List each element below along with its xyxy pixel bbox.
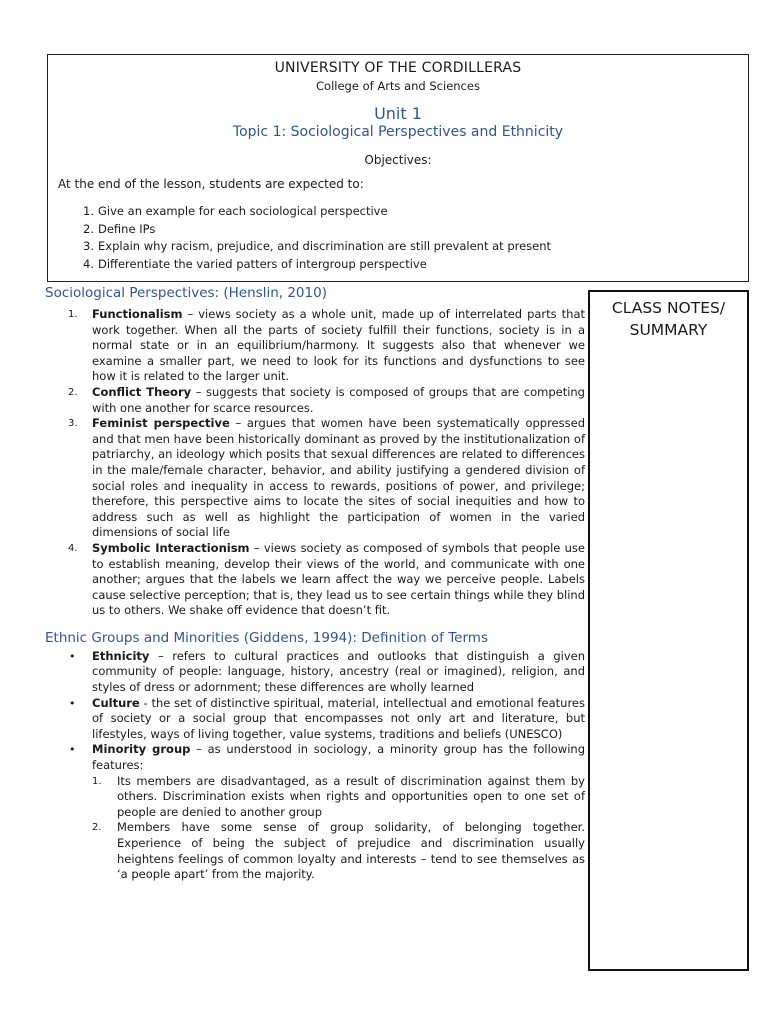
list-item — [45, 742, 585, 773]
definition: – views society as composed of symbols that people use to establish meaning, develop their views of the world, and communicate with one another; argues that the labels we learn affect the way we perceive people. Labels cause selective perception; that is, they lead us to see certain things while they blind us to others. We shake off evidence that doesn’t fit. — [92, 540, 585, 618]
objective-text: Differentiate the varied patters of intergroup perspective — [98, 256, 427, 271]
objective-number: 3. — [83, 239, 94, 253]
objective-text: Define IPs — [98, 221, 156, 236]
item-number: 2. — [68, 386, 78, 398]
objective-item — [72, 238, 551, 256]
list-item — [45, 649, 585, 696]
topic-title: Topic 1: Sociological Perspectives and Ethnicity — [232, 124, 564, 140]
bullet-icon: • — [69, 649, 76, 663]
objective-text: Explain why racism, prejudice, and discrimination are still prevalent at present — [98, 239, 552, 253]
definition: - the set of distinctive spiritual, material, intellectual and emotional features of society or a social group that encompasses not only art and literature, but lifestyles, ways of living together, value systems, traditions and beliefs (UNESCO) — [92, 695, 585, 741]
term: Minority group — [92, 742, 191, 757]
objectives-heading: Objectives: — [364, 153, 432, 167]
list-item — [45, 696, 585, 743]
objectives-intro: At the end of the lesson, students are expected to: — [58, 177, 364, 191]
class-notes-title — [590, 297, 747, 341]
section-heading-sociological-perspectives: Sociological Perspectives: (Henslin, 2010) — [45, 285, 327, 301]
definition: – argues that women have been systematically oppressed and that men have been historically dominant as proved by the institutionalization of patriarchy, an ideology which posits that sexual differences are related to differences in the male/female character, behavior, and ability justifying a gendered division of social roles and inequality in access to rewards, positions of power, and privilege; therefore, this perspective aims to locate the sites of social inequities and how to address such as well as highlight the participation of women in the varied dimensions of social life — [92, 416, 585, 540]
item-number: 3. — [68, 418, 78, 430]
objective-item — [72, 203, 551, 221]
definition: – refers to cultural practices and outlooks that distinguish a given community of people: language, history, ancestry (real or imagined), religion, and styles of dress or adornment; these differences are wholly learned — [92, 648, 585, 695]
objective-text: Give an example for each sociological perspective — [98, 204, 388, 218]
item-number: 1. — [68, 309, 78, 320]
definition: Its members are disadvantaged, as a result of discrimination against them by others. Discrimination exists when rights and opportunities open to one set of people are denied to another group — [117, 773, 585, 819]
bullet-icon: • — [69, 696, 76, 710]
definition: Members have some sense of group solidarity, of belonging together. Experience of being the subject of prejudice and discrimination usually heightens feelings of common loyalty and interests – tend to see themselves as ‘a people apart’ from the majority. — [117, 820, 585, 882]
term: Ethnicity — [92, 648, 150, 663]
sub-list-item — [45, 774, 585, 821]
list-item — [45, 541, 585, 619]
item-number: 1. — [92, 775, 102, 787]
objective-item — [72, 221, 551, 239]
definition: – suggests that society is composed of groups that are competing with one another for scarce resources. — [92, 384, 585, 415]
list-item — [45, 385, 585, 416]
main-content — [45, 283, 585, 883]
definition: – views society as a whole unit, made up of interrelated parts that work together. When all the parts of society fulfill their functions, society is in a normal state or in an equilibrium/harmony. It suggests also that whenever we examine a smaller part, we need to look for its functions and dysfunctions to see how it is related to the larger unit. — [92, 307, 585, 384]
header-box — [47, 54, 749, 282]
list-item — [45, 307, 585, 385]
sub-list-item — [45, 820, 585, 882]
item-number: 2. — [92, 822, 102, 834]
bullet-icon: • — [69, 743, 76, 757]
item-number: 4. — [68, 542, 78, 554]
list-item — [45, 416, 585, 541]
objectives-list — [72, 203, 551, 273]
college-name: College of Arts and Sciences — [316, 79, 480, 93]
term: Culture — [92, 695, 140, 710]
objective-item — [72, 256, 551, 274]
class-notes-title-line: CLASS NOTES/ — [611, 299, 726, 317]
term: Symbolic Interactionism — [92, 540, 250, 555]
objective-number: 4. — [83, 256, 94, 271]
class-notes-box — [588, 290, 749, 971]
class-notes-title-line: SUMMARY — [629, 321, 708, 339]
objective-number: 2. — [83, 221, 94, 236]
term: Functionalism — [92, 307, 183, 321]
definition: – as understood in sociology, a minority group has the following features: — [92, 742, 585, 773]
objective-number: 1. — [83, 204, 94, 218]
section-heading-ethnic-groups: Ethnic Groups and Minorities (Giddens, 1994): Definition of Terms — [45, 629, 488, 646]
term: Conflict Theory — [92, 384, 192, 399]
unit-title: Unit 1 — [374, 104, 422, 123]
term: Feminist perspective — [92, 416, 230, 431]
university-name: UNIVERSITY OF THE CORDILLERAS — [274, 60, 522, 76]
